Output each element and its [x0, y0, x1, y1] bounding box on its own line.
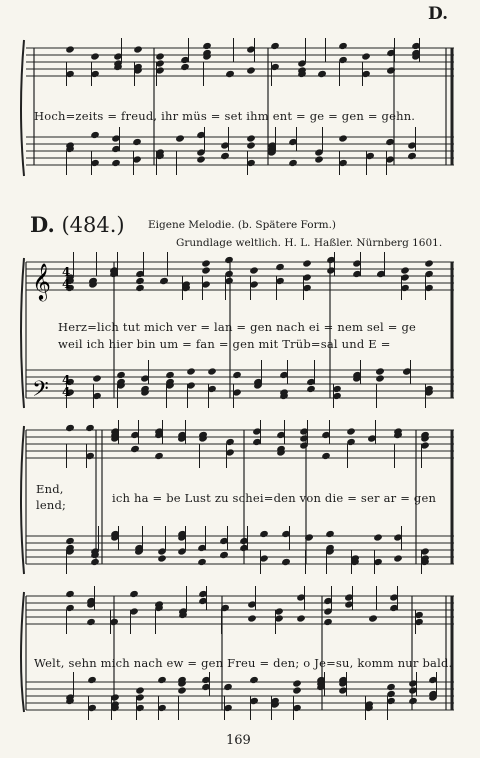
brace-system0	[21, 40, 24, 176]
note-head	[306, 385, 316, 393]
note-head	[225, 70, 235, 78]
notes	[65, 38, 438, 720]
note-head	[232, 371, 242, 379]
note-head	[180, 63, 190, 71]
lyric-system0: Hoch=zeits = freud, ihr müs = set ihm ent = ge = gen = gehn.	[34, 109, 416, 123]
note-head	[375, 367, 385, 375]
page-corner-letter: D.	[428, 4, 449, 24]
note-head	[292, 686, 302, 694]
note-head	[111, 159, 121, 167]
note-head	[321, 452, 331, 460]
note-head	[346, 427, 356, 435]
note-head	[246, 134, 256, 142]
note-head	[197, 558, 207, 566]
note-head	[154, 452, 164, 460]
lyric-system3: Welt, sehn mich nach ew = gen Freu = den; o Je=su, komm nur bald.	[34, 656, 453, 670]
braces	[21, 40, 24, 712]
note-head	[175, 134, 185, 142]
note-head	[159, 277, 169, 285]
note-head	[135, 284, 145, 292]
note-head	[270, 42, 280, 50]
note-head	[90, 558, 100, 566]
note-head	[249, 676, 259, 684]
note-head	[246, 66, 256, 74]
note-head	[177, 686, 187, 694]
note-head	[201, 259, 211, 267]
note-head	[65, 424, 75, 432]
note-head	[314, 155, 324, 163]
melody-source: Eigene Melodie. (b. Spätere Form.)	[148, 219, 337, 231]
note-head	[338, 134, 348, 142]
note-head	[317, 70, 327, 78]
note-head	[400, 266, 410, 274]
note-head	[155, 52, 165, 60]
note-head	[275, 263, 285, 271]
note-head	[157, 676, 167, 684]
note-head	[323, 618, 333, 626]
note-head	[393, 554, 403, 562]
note-head	[201, 266, 211, 274]
note-head	[385, 138, 395, 146]
note-head	[368, 614, 378, 622]
note-head	[302, 259, 312, 267]
note-head	[157, 554, 167, 562]
note-head	[65, 45, 75, 53]
time-signature-bass: 4	[62, 373, 71, 387]
note-head	[373, 533, 383, 541]
note-head	[116, 371, 126, 379]
note-head	[292, 679, 302, 687]
hymn-letter: D.	[30, 212, 55, 237]
note-head	[246, 141, 256, 149]
note-head	[408, 697, 418, 705]
note-head	[361, 52, 371, 60]
time-signature-top: 4	[62, 265, 71, 279]
note-head	[65, 537, 75, 545]
note-head	[224, 256, 234, 264]
brace-system3	[21, 592, 24, 712]
note-head	[202, 42, 212, 50]
note-head	[132, 138, 142, 146]
treble-clef-icon: 𝄞	[32, 262, 51, 300]
note-head	[85, 424, 95, 432]
note-head	[165, 371, 175, 379]
note-head	[249, 266, 259, 274]
note-head	[247, 614, 257, 622]
clefs	[32, 262, 70, 407]
note-head	[87, 676, 97, 684]
time-signature-top-lower: 4	[62, 277, 71, 291]
note-head	[281, 558, 291, 566]
barlines	[26, 48, 452, 710]
note-head	[90, 52, 100, 60]
note-head	[259, 530, 269, 538]
note-head	[196, 155, 206, 163]
harmony-source: Grundlage weltlich. H. L. Haßler. Nürnberg 1601.	[176, 237, 443, 249]
note-head	[92, 374, 102, 382]
note-head	[133, 45, 143, 53]
lyric-system2: ich ha = be Lust zu schei=den von die = ser ar = gen	[112, 491, 437, 505]
note-head	[135, 277, 145, 285]
note-head	[325, 530, 335, 538]
brace-system1	[21, 258, 24, 408]
note-head	[207, 367, 217, 375]
bass-clef-icon: 𝄢	[32, 377, 49, 407]
time-signature-bass-lower: 4	[62, 385, 71, 399]
note-head	[86, 618, 96, 626]
note-head	[288, 159, 298, 167]
lyric-system2-a: End,	[36, 482, 64, 496]
note-head	[338, 42, 348, 50]
lyric-system2-b: lend;	[36, 498, 67, 512]
note-head	[129, 590, 139, 598]
page-number: 169	[226, 733, 251, 748]
lyric-system1-line2: weil ich hier bin um = fan = gen mit Trüb=sal und E =	[58, 337, 391, 351]
note-head	[296, 614, 306, 622]
note-head	[386, 683, 396, 691]
hymn-index: (484.)	[61, 213, 125, 237]
note-head	[65, 590, 75, 598]
lyric-system1-line1: Herz=lich tut mich ver = lan = gen nach ei = nem sel = ge	[58, 320, 417, 334]
note-head	[220, 152, 230, 160]
note-head	[130, 445, 140, 453]
note-head	[375, 374, 385, 382]
note-head	[186, 367, 196, 375]
note-head	[90, 131, 100, 139]
brace-system2	[21, 426, 24, 574]
note-head	[407, 152, 417, 160]
staff-lines	[26, 48, 454, 710]
note-head	[424, 259, 434, 267]
note-head	[219, 551, 229, 559]
note-head	[223, 683, 233, 691]
note-head	[135, 686, 145, 694]
